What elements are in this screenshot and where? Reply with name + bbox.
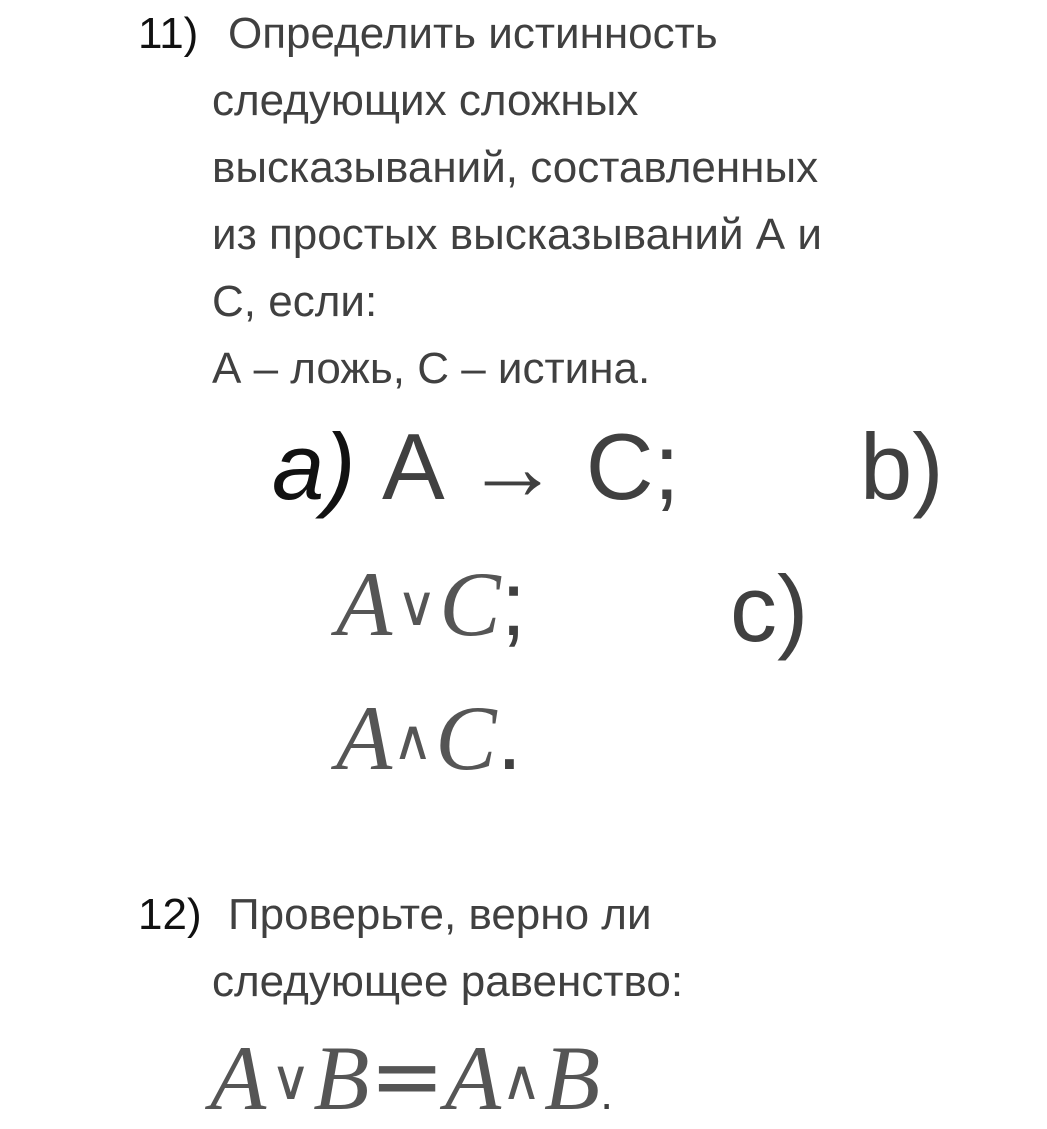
part-a-label: a) bbox=[272, 414, 356, 519]
problem-12-line-1: Проверьте, верно ли bbox=[228, 890, 652, 939]
part-b-expression bbox=[336, 553, 527, 655]
problem-11-line-2: следующих сложных bbox=[212, 76, 639, 125]
problem-11-line-1: Определить истинность bbox=[228, 9, 718, 58]
problem-12-number: 12) bbox=[138, 890, 202, 939]
equation-a-left: A bbox=[210, 1027, 267, 1129]
equation-b-right: B bbox=[544, 1027, 601, 1129]
part-b-var-a: A bbox=[336, 553, 393, 655]
problem-11-line-3: высказываний, составленных bbox=[212, 143, 819, 192]
part-b-var-c: C bbox=[439, 553, 501, 655]
problem-11-line-5: С, если: bbox=[212, 277, 378, 326]
part-b-or-operator: ∨ bbox=[396, 574, 438, 639]
equation-period: . bbox=[600, 1067, 614, 1119]
part-b-semicolon: ; bbox=[500, 553, 527, 655]
part-c-expression bbox=[336, 687, 523, 789]
equation-or-operator: ∨ bbox=[270, 1048, 312, 1113]
problem-12-line-2: следующее равенство: bbox=[212, 957, 684, 1006]
part-c-period: . bbox=[496, 687, 523, 789]
problem-11-line-4: из простых высказываний А и bbox=[212, 210, 822, 259]
problem-11-line-6: А – ложь, С – истина. bbox=[212, 344, 651, 393]
part-c-label: c) bbox=[730, 556, 809, 661]
equation bbox=[210, 1024, 614, 1129]
part-a-expression: A → C; bbox=[382, 414, 680, 519]
equation-and-operator: ∧ bbox=[501, 1048, 543, 1113]
equation-b-left: B bbox=[313, 1027, 370, 1129]
equation-equals-sign: = bbox=[369, 1024, 445, 1129]
part-c-var-c: C bbox=[435, 687, 497, 789]
equation-a-right: A bbox=[444, 1027, 502, 1129]
part-b-label: b) bbox=[860, 414, 944, 519]
part-c-var-a: A bbox=[336, 687, 393, 789]
part-c-and-operator: ∧ bbox=[392, 708, 434, 773]
problem-11-number: 11) bbox=[138, 9, 199, 58]
